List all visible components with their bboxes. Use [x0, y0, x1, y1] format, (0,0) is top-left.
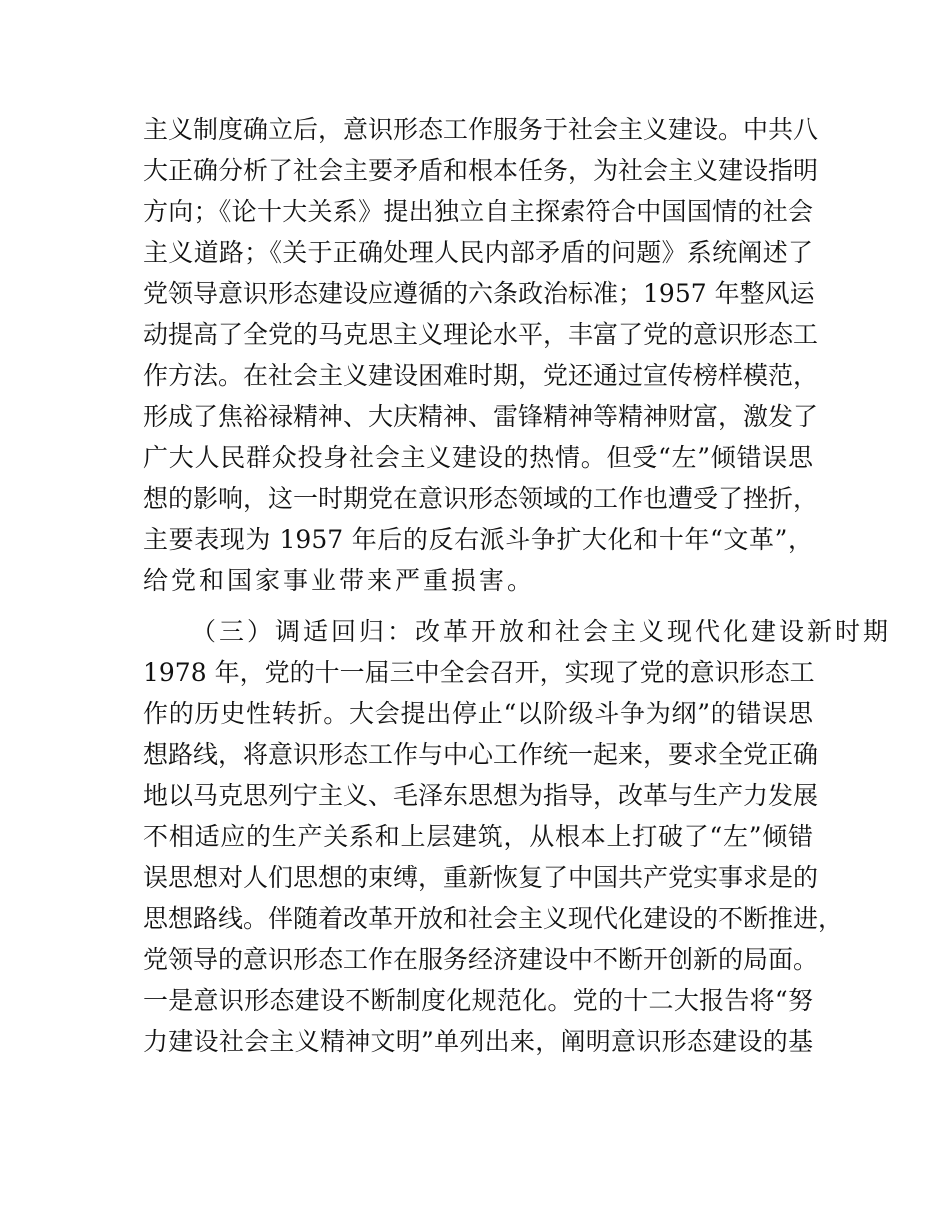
paragraph-1-line-10: 想的影响，这一时期党在意识形态领域的工作也遭受了挫折，	[143, 484, 819, 513]
paragraph-2-line-2: 作的历史性转折。大会提出停止“以阶级斗争为纲”的错误思	[143, 699, 813, 728]
paragraph-2-line-4: 地以马克思列宁主义、毛泽东思想为指导，改革与生产力发展	[143, 781, 819, 810]
paragraph-1-line-2: 大正确分析了社会主要矛盾和根本任务，为社会主义建设指明	[143, 156, 819, 185]
paragraph-1-line-1: 主义制度确立后，意识形态工作服务于社会主义建设。中共八	[143, 115, 819, 144]
paragraph-1-line-6: 动提高了全党的马克思主义理论水平，丰富了党的意识形态工	[143, 320, 819, 349]
paragraph-1-line-7: 作方法。在社会主义建设困难时期，党还通过宣传榜样模范，	[143, 361, 819, 390]
paragraph-1-line-3: 方向；《论十大关系》提出独立自主探索符合中国国情的社会	[143, 197, 813, 226]
paragraph-1-line-9: 广大人民群众投身社会主义建设的热情。但受“左”倾错误思	[143, 443, 813, 472]
paragraph-2-line-6: 误思想对人们思想的束缚，重新恢复了中国共产党实事求是的	[143, 863, 819, 892]
paragraph-2-line-5: 不相适应的生产关系和上层建筑，从根本上打破了“左”倾错	[143, 822, 813, 851]
paragraph-2-line-7: 思想路线。伴随着改革开放和社会主义现代化建设的不断推进，	[143, 904, 844, 933]
paragraph-2-line-10: 力建设社会主义精神文明”单列出来，阐明意识形态建设的基	[143, 1027, 813, 1056]
paragraph-2-line-9: 一是意识形态建设不断制度化规范化。党的十二大报告将“努	[143, 986, 813, 1015]
section-heading: （三）调适回归：改革开放和社会主义现代化建设新时期	[191, 617, 892, 646]
paragraph-1-line-4: 主义道路；《关于正确处理人民内部矛盾的问题》系统阐述了	[143, 238, 813, 267]
paragraph-2-line-8: 党领导的意识形态工作在服务经济建设中不断开创新的局面。	[143, 945, 819, 974]
paragraph-1-line-8: 形成了焦裕禄精神、大庆精神、雷锋精神等精神财富，激发了	[143, 402, 819, 431]
paragraph-1-line-12: 给党和国家事业带来严重损害。	[143, 566, 536, 595]
paragraph-1-line-5: 党领导意识形态建设应遵循的六条政治标准；1957 年整风运	[143, 279, 815, 308]
paragraph-1-line-11: 主要表现为 1957 年后的反右派斗争扩大化和十年“文革”，	[143, 525, 813, 554]
paragraph-2-line-3: 想路线，将意识形态工作与中心工作统一起来，要求全党正确	[143, 740, 819, 769]
paragraph-2-line-1: 1978 年，党的十一届三中全会召开，实现了党的意识形态工	[143, 658, 815, 687]
